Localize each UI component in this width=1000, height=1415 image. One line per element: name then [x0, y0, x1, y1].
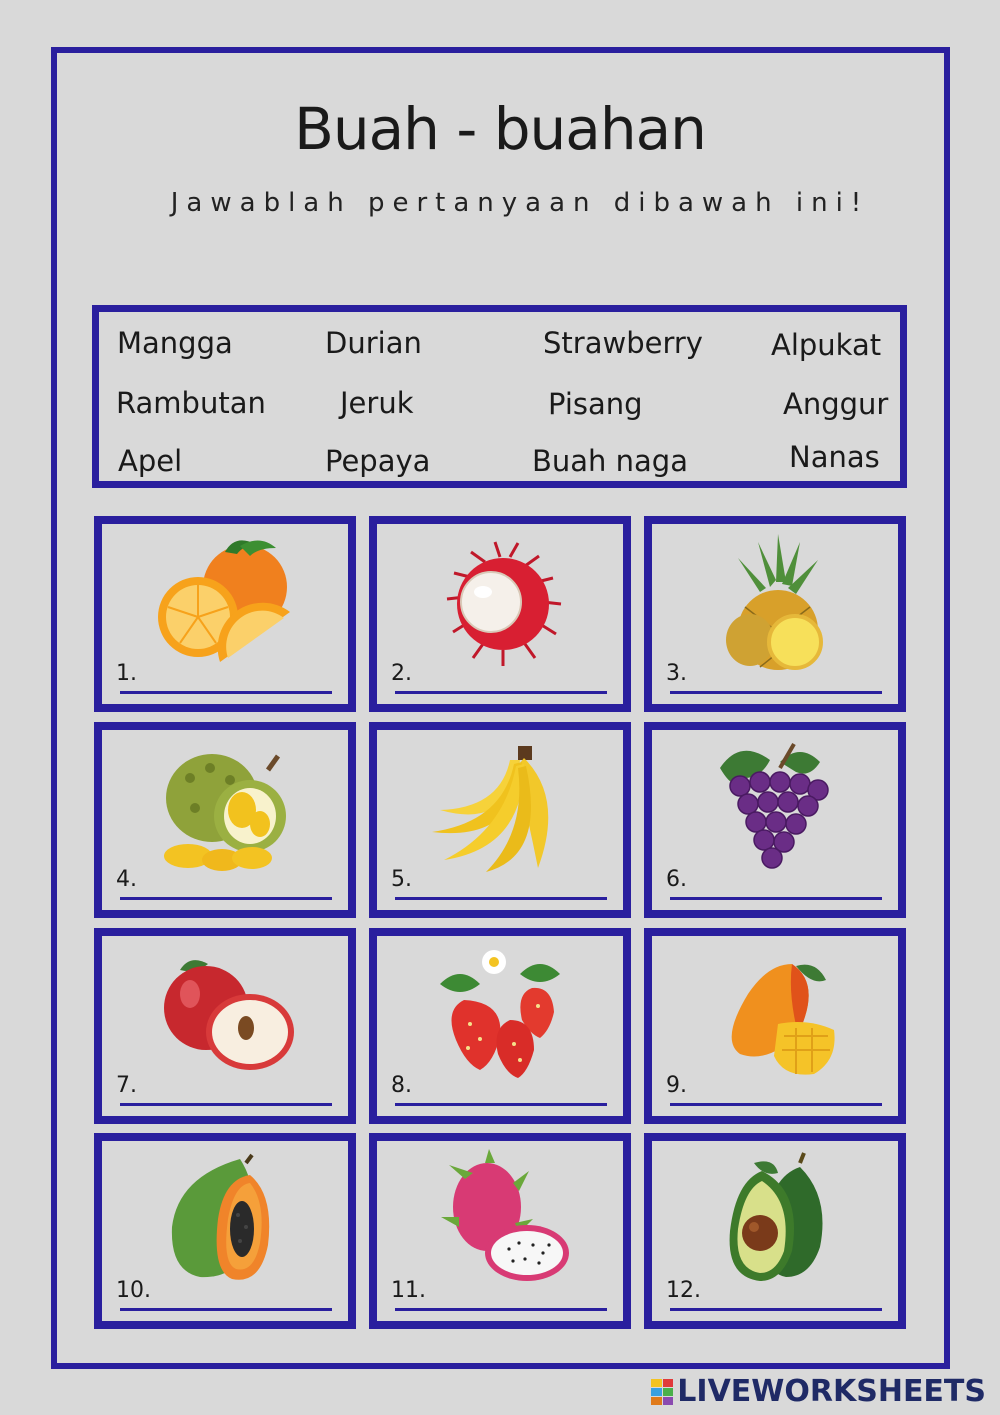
answer-line[interactable]: [395, 1308, 607, 1311]
word-bank-item: Jeruk: [340, 386, 414, 420]
fruit-card-11: [369, 1133, 631, 1329]
dragonfruit-icon: [425, 1149, 575, 1289]
answer-line[interactable]: [670, 691, 882, 694]
fruit-card-5: [369, 722, 631, 918]
card-number: 3.: [666, 661, 687, 686]
word-bank-item: Alpukat: [771, 328, 882, 362]
card-number: 2.: [391, 661, 412, 686]
avocado-icon: [700, 1149, 850, 1289]
word-bank-item: Apel: [118, 444, 183, 478]
card-number: 7.: [116, 1073, 137, 1098]
card-number: 9.: [666, 1073, 687, 1098]
banana-icon: [420, 738, 580, 878]
fruit-card-1: [94, 516, 356, 712]
card-number: 11.: [391, 1278, 426, 1303]
fruit-card-4: [94, 722, 356, 918]
worksheet-instruction: Jawablah pertanyaan dibawah ini!: [170, 188, 870, 218]
liveworksheets-logo-icon: [651, 1379, 673, 1405]
liveworksheets-logo: [651, 1374, 986, 1409]
word-bank: [92, 305, 907, 488]
answer-line[interactable]: [120, 897, 332, 900]
fruit-card-9: [644, 928, 906, 1124]
fruit-card-3: [644, 516, 906, 712]
liveworksheets-brand-text: LIVEWORKSHEETS: [677, 1374, 986, 1409]
word-bank-item: Nanas: [789, 440, 880, 474]
card-number: 6.: [666, 867, 687, 892]
word-bank-item: Buah naga: [532, 444, 688, 478]
strawberry-icon: [420, 944, 580, 1084]
answer-line[interactable]: [670, 897, 882, 900]
answer-line[interactable]: [395, 691, 607, 694]
card-number: 8.: [391, 1073, 412, 1098]
orange-icon: [150, 532, 300, 672]
answer-line[interactable]: [120, 1103, 332, 1106]
word-bank-item: Pisang: [548, 387, 643, 421]
answer-line[interactable]: [670, 1308, 882, 1311]
answer-line[interactable]: [120, 1308, 332, 1311]
durian-icon: [150, 738, 300, 878]
answer-line[interactable]: [120, 691, 332, 694]
papaya-icon: [150, 1149, 300, 1289]
word-bank-item: Rambutan: [116, 386, 266, 420]
card-number: 12.: [666, 1278, 701, 1303]
fruit-card-6: [644, 722, 906, 918]
mango-icon: [700, 944, 850, 1084]
card-number: 4.: [116, 867, 137, 892]
answer-line[interactable]: [670, 1103, 882, 1106]
word-bank-item: Strawberry: [543, 326, 703, 360]
card-number: 10.: [116, 1278, 151, 1303]
fruit-card-8: [369, 928, 631, 1124]
answer-line[interactable]: [395, 1103, 607, 1106]
word-bank-item: Anggur: [783, 387, 889, 421]
pineapple-icon: [700, 532, 850, 672]
fruit-card-7: [94, 928, 356, 1124]
word-bank-item: Pepaya: [325, 444, 431, 478]
word-bank-item: Durian: [325, 326, 422, 360]
fruit-card-2: [369, 516, 631, 712]
fruit-card-12: [644, 1133, 906, 1329]
grapes-icon: [700, 738, 850, 878]
apple-icon: [150, 944, 300, 1084]
card-number: 5.: [391, 867, 412, 892]
word-bank-item: Mangga: [117, 326, 233, 360]
worksheet-title: Buah - buahan: [294, 95, 706, 163]
fruit-card-10: [94, 1133, 356, 1329]
rambutan-icon: [425, 532, 575, 672]
answer-line[interactable]: [395, 897, 607, 900]
card-number: 1.: [116, 661, 137, 686]
